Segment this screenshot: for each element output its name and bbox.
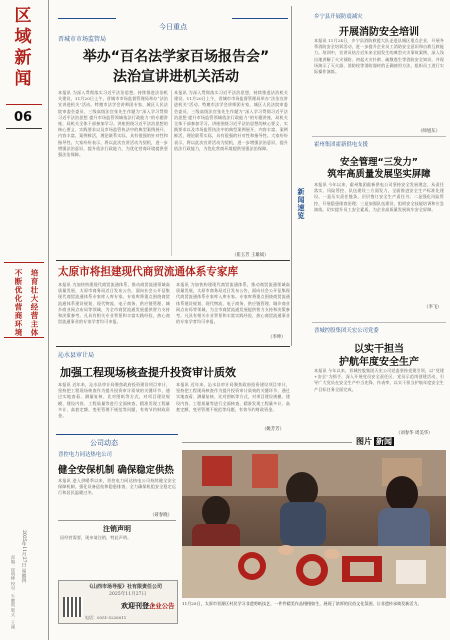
audit-label: 沁水县审计局	[58, 352, 95, 359]
ad-slogan-2: 企业公告	[149, 602, 175, 610]
feature-body-col1: 本报讯 为加快构建现代商贸流通体系，推动商贸流通领域高质量发展，太原市商务局近日发布公告，面向社会公开征集现代商贸流通体系专家库入库专家。专家库将重点围绕商贸流通体系建设规划、现代物流、电子商务、供应链管理、城乡商业网点布局等领域，为全市商贸流通发展提供智力支持和决策参考。凡具有相关专业背景和丰富实践经验，热心商贸流通事业的专家学者均可申报。	[58, 282, 170, 325]
company-label: 公司动态	[90, 439, 118, 447]
feature-headline: 太原市将担建现代商贸流通体系专家库	[58, 266, 239, 278]
masthead	[0, 0, 48, 640]
right-low-byline: （刘春华 周美华）	[396, 431, 433, 436]
lead-body-col1: 本报讯 为深入贯彻落实习近平法治思想，持续推进法治机关建设，11月20日上午，晋城市市场监督管理局举办“法治宣讲进机关”活动。特邀市法学会讲师团专家，城区人民法院审委会委员、三级高级法官张先生作题为“深入学习贯彻习近平法治思想 提升市场监管领域依法行政能力”的专题讲座，局机关全体干部参加学习。讲座围绕习近平法治思想的核心要义、实践要求以及市场监管执法中的典型案例展开，内容丰富，案例鲜活，理论联系实际，具有很强的针对性和指导性。大家纷纷表示，将以此次宣讲活动为契机，进一步增强法治意识，提升依法行政能力，为优化营商环境提供坚强法治保障。	[58, 90, 168, 158]
audit-body-col2: 本报讯 近年来，沁水县审计局聚焦政府投资建设项目审计，坚持把工程现场核查作为提升投资审计质效的关键环节，通过实地查看、测量复核、比对图纸等方式，对项目建设规模、建设内容、工程质量等进行全面核查，精准发现工程量多计、高套定额、变更管理不规范等问题，有效节约财政资金。	[176, 382, 290, 412]
notice-title: 注销声明	[103, 525, 131, 533]
ad-slogan-1: 欢迎刊登 ·	[121, 602, 155, 610]
company-headline: 健全安保机制 确保稳定供热	[58, 465, 174, 476]
masthead-rule	[6, 104, 42, 105]
edition-date: 2025年11月27日 星期四	[21, 530, 26, 583]
audit-byline: （姚芳芳）	[262, 427, 284, 432]
ad-block	[58, 580, 178, 624]
notice-box	[58, 520, 176, 578]
masthead-divider	[48, 0, 49, 640]
right-low-body: 本报讯 今年以来，晋城控股集团天宏公司党委坚持党建引领，以“党建+安全”为抓手，深入开展党员安全责任区、党员示范岗创建活动，引导广大党员在安全生产中当先锋、作表率，以实干担当护航年度安全生产目标任务全面完成。	[314, 368, 444, 392]
ad-company: 《山西市场导报》社有限责任公司	[87, 584, 163, 590]
edition-editors: 责编：崔明峰 校对：牛鹏霞 版式：王刚	[11, 555, 16, 629]
company-rule-top	[56, 434, 178, 435]
ad-phone: 电话：0351-5226011	[85, 615, 127, 620]
feature-byline: （李坤）	[268, 335, 286, 340]
photo-news-label-1: 图片	[356, 437, 372, 446]
right-mid-byline: （李飞）	[424, 305, 442, 310]
photo-news-label-2: 新闻	[376, 437, 392, 446]
slogan-box	[4, 262, 44, 338]
audit-headline: 加强工程现场核查提升投资审计质效	[60, 366, 236, 379]
right-low-headline-1: 以实干担当	[354, 344, 404, 355]
photo-news-caption: 11月25日，太原市晋源区村民学习非遗剪纸技艺，一件件精美作品栩栩如生，展现了浓厚的民俗文化氛围，让非遗传承焕发新活力。	[182, 601, 422, 606]
masthead-title	[6, 6, 36, 98]
ad-date: 2025年11月27日	[109, 592, 147, 597]
right-mid-label: 霍州集团霍新供电支援	[314, 142, 368, 148]
photo-news-illustration	[182, 450, 446, 598]
news-glance-label: 新闻速览	[297, 188, 305, 220]
company-body: 本报讯 进入供暖季以来，晋控电力同达热电公司持续健全安全保障机制，强化设备巡检和隐患排查，全力确保机组安全稳定运行和居民温暖过冬。	[58, 478, 176, 496]
lead-headline-1: 举办“百名法学家百场报告会”	[82, 49, 270, 65]
right-mid-body: 本报讯 今年以来，霍州集团霍新供电公司坚持安全发展理念，从责任落实、风险管控、队伍建设三方面发力，全面推进安全生产标准化建设。一是压实责任链条，层层签订安全生产责任书；二是强化风险管控，开展隐患排查治理；三是加强队伍建设，组织安全技能培训和应急演练，切实提升员工安全素质，为企业高质量发展筑牢安全屏障。	[314, 182, 444, 212]
lead-headline-2: 法治宣讲进机关活动	[113, 69, 239, 85]
audit-rule-top	[56, 346, 290, 347]
photo-news-rule	[182, 442, 352, 443]
masthead-rule-2	[6, 128, 42, 129]
lead-source: 晋城市市场监管局	[58, 36, 107, 43]
header-rule-left	[58, 18, 116, 19]
audit-body-col1: 本报讯 近年来，沁水县审计局聚焦政府投资建设项目审计，坚持把工程现场核查作为提升投资审计质效的关键环节，通过实地查看、测量复核、比对图纸等方式，对项目建设规模、建设内容、工程质量等进行全面核查，精准发现工程量多计、高套定额、变更管理不规范等问题，有效节约财政资金。	[58, 382, 170, 419]
right-low-rule	[312, 322, 446, 323]
photo-news-header	[356, 436, 394, 447]
header-center	[118, 14, 228, 33]
right-mid-headline-1: 安全管理“三发力”	[340, 157, 418, 168]
right-mid-rule	[312, 136, 446, 137]
right-low-label: 晋城控股集团天宏公司党委	[314, 328, 379, 334]
company-byline: （聂春晓）	[150, 513, 172, 518]
right-top-byline: （师旭东）	[418, 129, 440, 134]
company-source: 晋控电力同达热电公司	[58, 452, 112, 458]
notice-body: 因经营需要，现申请注销，特此声明。	[60, 535, 132, 540]
header-rule-right	[232, 18, 288, 19]
header-center-label: 今日重点	[159, 23, 187, 31]
lead-body-col2: 本报讯 为深入贯彻落实习近平法治思想，持续推进法治机关建设，11月20日上午，晋城市市场监督管理局举办“法治宣讲进机关”活动。特邀市法学会讲师团专家，城区人民法院审委会委员、三级高级法官张先生作题为“深入学习贯彻习近平法治思想 提升市场监管领域依法行政能力”的专题讲座，局机关全体干部参加学习。讲座围绕习近平法治思想的核心要义、实践要求以及市场监管执法中的典型案例展开，内容丰富，案例鲜活，理论联系实际，具有很强的针对性和指导性。大家纷纷表示，将以此次宣讲活动为契机，进一步增强法治意识，提升依法行政能力，为优化营商环境提供坚强法治保障。	[174, 90, 288, 151]
masthead-title-text: 区域新闻	[10, 6, 31, 90]
lead-byline: （崔玉芳 王雄斌）	[232, 253, 269, 258]
right-mid-headline-2: 筑牢高质量发展坚实屏障	[327, 169, 431, 180]
slogan-left: 不断优化营商环境	[14, 269, 23, 337]
right-top-body: 本报讯 11月24日，乡宁县消防救援大队走进县城区重点企业，开展冬季消防安全培训活动，进一步提升企业员工消防安全意识和自救互救能力。培训中，宣讲员结合近年来全国发生的典型火灾事故案例，深入浅出地讲解了火灾预防、初起火灾扑救、疏散逃生等消防安全知识，并现场演示了灭火器、消防栓等消防器材的正确使用方法，组织员工进行实际操作演练。	[314, 38, 444, 75]
feature-body-col2: 本报讯 为加快构建现代商贸流通体系，推动商贸流通领域高质量发展，太原市商务局近日发布公告，面向社会公开征集现代商贸流通体系专家库入库专家。专家库将重点围绕商贸流通体系建设规划、现代物流、电子商务、供应链管理、城乡商业网点布局等领域，为全市商贸流通发展提供智力支持和决策参考。凡具有相关专业背景和丰富实践经验，热心商贸流通事业的专家学者均可申报。	[176, 282, 290, 325]
right-col-divider	[291, 6, 292, 346]
lead-col-divider	[171, 90, 172, 256]
page-number: 06	[13, 110, 33, 125]
ad-qr-code	[63, 597, 83, 617]
slogan-right: 培育壮大经营主体	[30, 269, 39, 337]
right-top-headline: 开展消防安全培训	[339, 27, 419, 38]
feature-rule-top	[56, 260, 290, 261]
photo-news-image	[182, 450, 446, 598]
right-low-headline-2: 护航年度安全生产	[339, 357, 419, 368]
right-top-label: 乡宁县开展防震减灾	[314, 14, 363, 20]
